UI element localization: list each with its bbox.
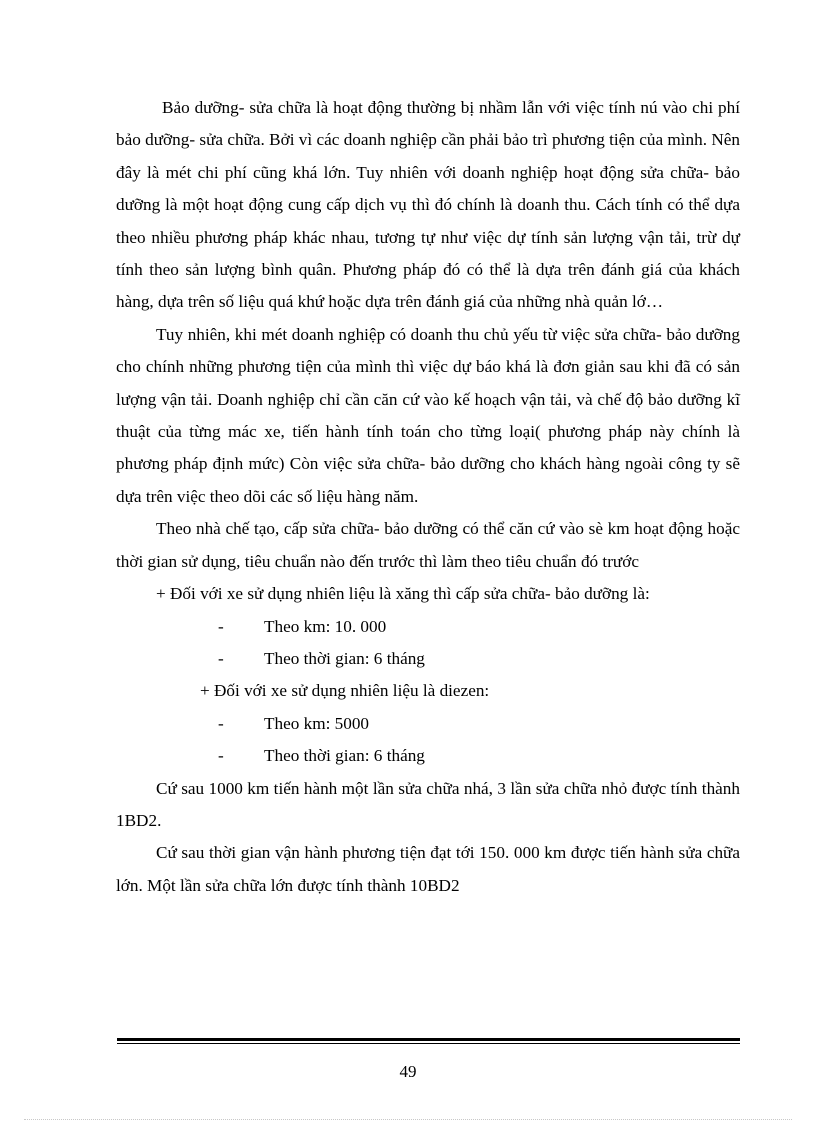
petrol-heading: + Đối với xe sử dụng nhiên liệu là xăng thì cấp sửa chữa- bảo dưỡng là: — [156, 584, 650, 604]
footer-rule-thin — [117, 1043, 740, 1044]
list-dash: - — [218, 648, 224, 668]
paragraph-manufacturer-standard: Theo nhà chế tạo, cấp sửa chữa- bảo dưỡng có thể căn cứ vào sè km hoạt động hoặc thời gian sử dụng, tiêu chuẩn nào đến trước thì làm theo tiêu chuẩn đó trước — [116, 519, 740, 571]
paragraph-1000km-rule: Cứ sau 1000 km tiến hành một lần sửa chữa nhá, 3 lần sửa chữa nhỏ được tính thành 1BD2. — [116, 778, 740, 830]
body-text — [116, 92, 740, 902]
list-dash: - — [218, 746, 224, 766]
page-number: 49 — [399, 1062, 417, 1081]
diesel-km-item: Theo km: 5000 — [264, 713, 370, 733]
footer-rule-thick — [117, 1038, 740, 1041]
diesel-time-item: Theo thời gian: 6 tháng — [264, 746, 425, 766]
list-item — [116, 708, 740, 740]
list-dash: - — [218, 713, 224, 733]
paragraph-forecast-method: Tuy nhiên, khi mét doanh nghiệp có doanh thu chủ yếu từ việc sửa chữa- bảo dưỡng cho chính những phương tiện của mình thì việc dự báo khá là đơn giản sau khi đã có sản lượng vận tải. Doanh nghiệp chỉ cần căn cứ vào kế hoạch vận tải, và chế độ bảo dưỡng kĩ thuật của từng mác xe, tiến hành tính toán cho từng loại( phương pháp này chính là phương pháp định mức) Còn việc sửa chữa- bảo dưỡng cho khách hàng ngoài công ty sẽ dựa trên việc theo dõi các số liệu hàng năm. — [116, 324, 740, 506]
list-dash: - — [218, 616, 224, 636]
paragraph-150000km-rule: Cứ sau thời gian vận hành phương tiện đạt tới 150. 000 km được tiến hành sửa chữa lớn. Một lần sửa chữa lớn được tính thành 10BD2 — [116, 843, 740, 895]
paragraph-maintenance-intro: Bảo dưỡng- sửa chữa là hoạt động thường bị nhầm lẫn với việc tính nú vào chi phí bảo dưỡng- sửa chữa. Bởi vì các doanh nghiệp cần phải bảo trì phương tiện của mình. Nên đây là mét chi phí cũng khá lớn. Tuy nhiên với doanh nghiệp hoạt động sửa chữa- bảo dưỡng là một hoạt động cung cấp dịch vụ thì đó chính là doanh thu. Cách tính có thể dựa theo nhiều phương pháp khác nhau, tương tự như việc dự tính sản lượng vận tải, trừ dự tính theo sản lượng bình quân. Phương pháp đó có thể là dựa trên đánh giá của khách hàng, dựa trên số liệu quá khứ hoặc dựa trên đánh giá của những nhà quản lớ… — [116, 98, 740, 312]
list-item — [116, 643, 740, 675]
petrol-time-item: Theo thời gian: 6 tháng — [264, 648, 425, 668]
petrol-km-item: Theo km: 10. 000 — [264, 616, 387, 636]
list-item — [116, 740, 740, 772]
diesel-heading: + Đối với xe sử dụng nhiên liệu là diezen: — [200, 681, 490, 701]
list-item — [116, 611, 740, 643]
page-edge-divider — [24, 1119, 792, 1120]
